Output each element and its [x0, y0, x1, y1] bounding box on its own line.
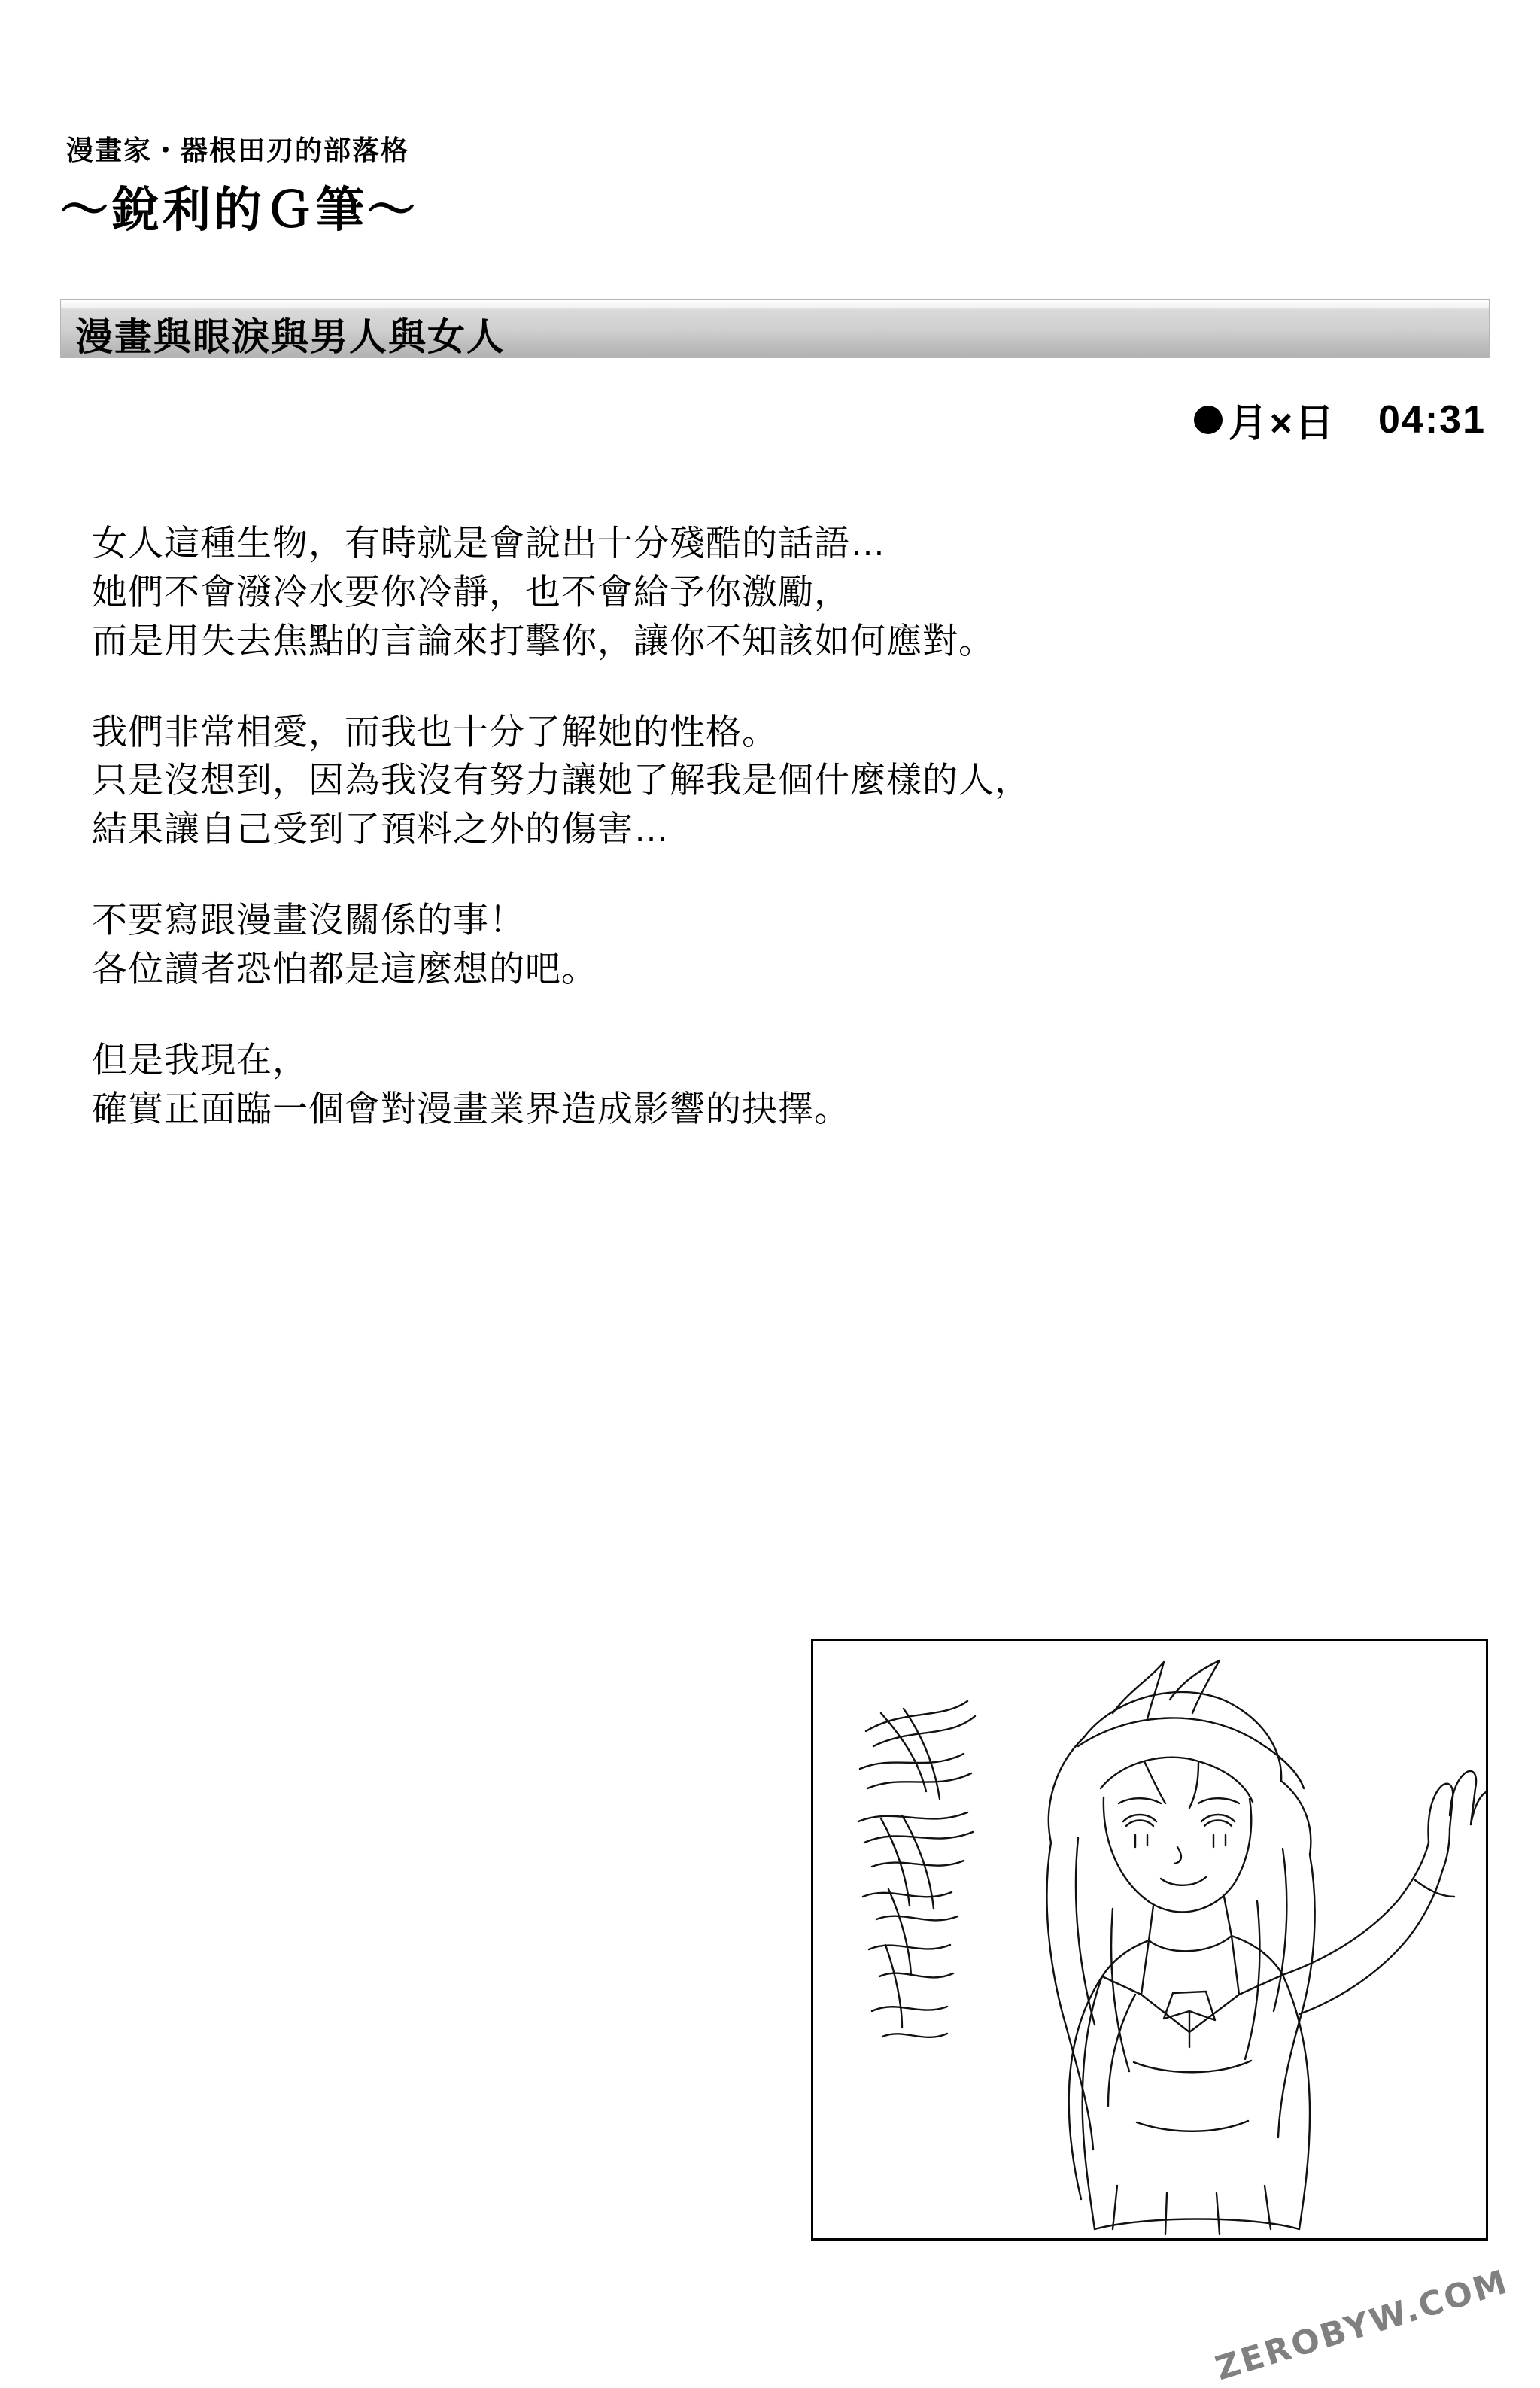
- text-line: 而是用失去焦點的言論來打擊你，讓你不知該如何應對。: [92, 620, 995, 661]
- illustration-panel: [811, 1639, 1488, 2241]
- text-line: 我們非常相愛，而我也十分了解她的性格。: [92, 711, 778, 752]
- sketch-girl-waving-icon: [813, 1641, 1486, 2238]
- paragraph: [92, 1036, 1461, 1134]
- blog-title: ～銳利的Ｇ筆～: [60, 183, 418, 238]
- text-line: 不要寫跟漫畫沒關係的事！: [92, 900, 525, 940]
- text-line: 女人這種生物，有時就是會說出十分殘酷的話語…: [92, 523, 886, 563]
- paragraph: [92, 708, 1461, 855]
- blog-kicker: 漫畫家・器根田刃的部落格: [66, 135, 410, 166]
- paragraph: [92, 896, 1461, 994]
- entry-body: [92, 519, 1461, 1134]
- text-line: 各位讀者恐怕都是這麼想的吧。: [92, 949, 597, 989]
- entry-time: 04:31: [1378, 397, 1486, 442]
- entry-date-line: [1194, 391, 1486, 448]
- watermark: ZEROBYW.COM: [1210, 2262, 1513, 2388]
- text-line: 只是沒想到，因為我沒有努力讓她了解我是個什麼樣的人，: [92, 760, 1031, 801]
- text-line: 但是我現在，: [92, 1039, 308, 1080]
- paragraph: [92, 519, 1461, 666]
- text-line: 確實正面臨一個會對漫畫業界造成影響的抉擇。: [92, 1088, 850, 1129]
- section-title: 漫畫與眼淚與男人與女人: [75, 316, 506, 358]
- filled-circle-icon: [1194, 406, 1223, 434]
- text-line: 結果讓自己受到了預料之外的傷害…: [92, 809, 670, 849]
- text-line: 她們不會潑冷水要你冷靜，也不會給予你激勵，: [92, 571, 850, 612]
- entry-date: 月×日: [1228, 402, 1336, 445]
